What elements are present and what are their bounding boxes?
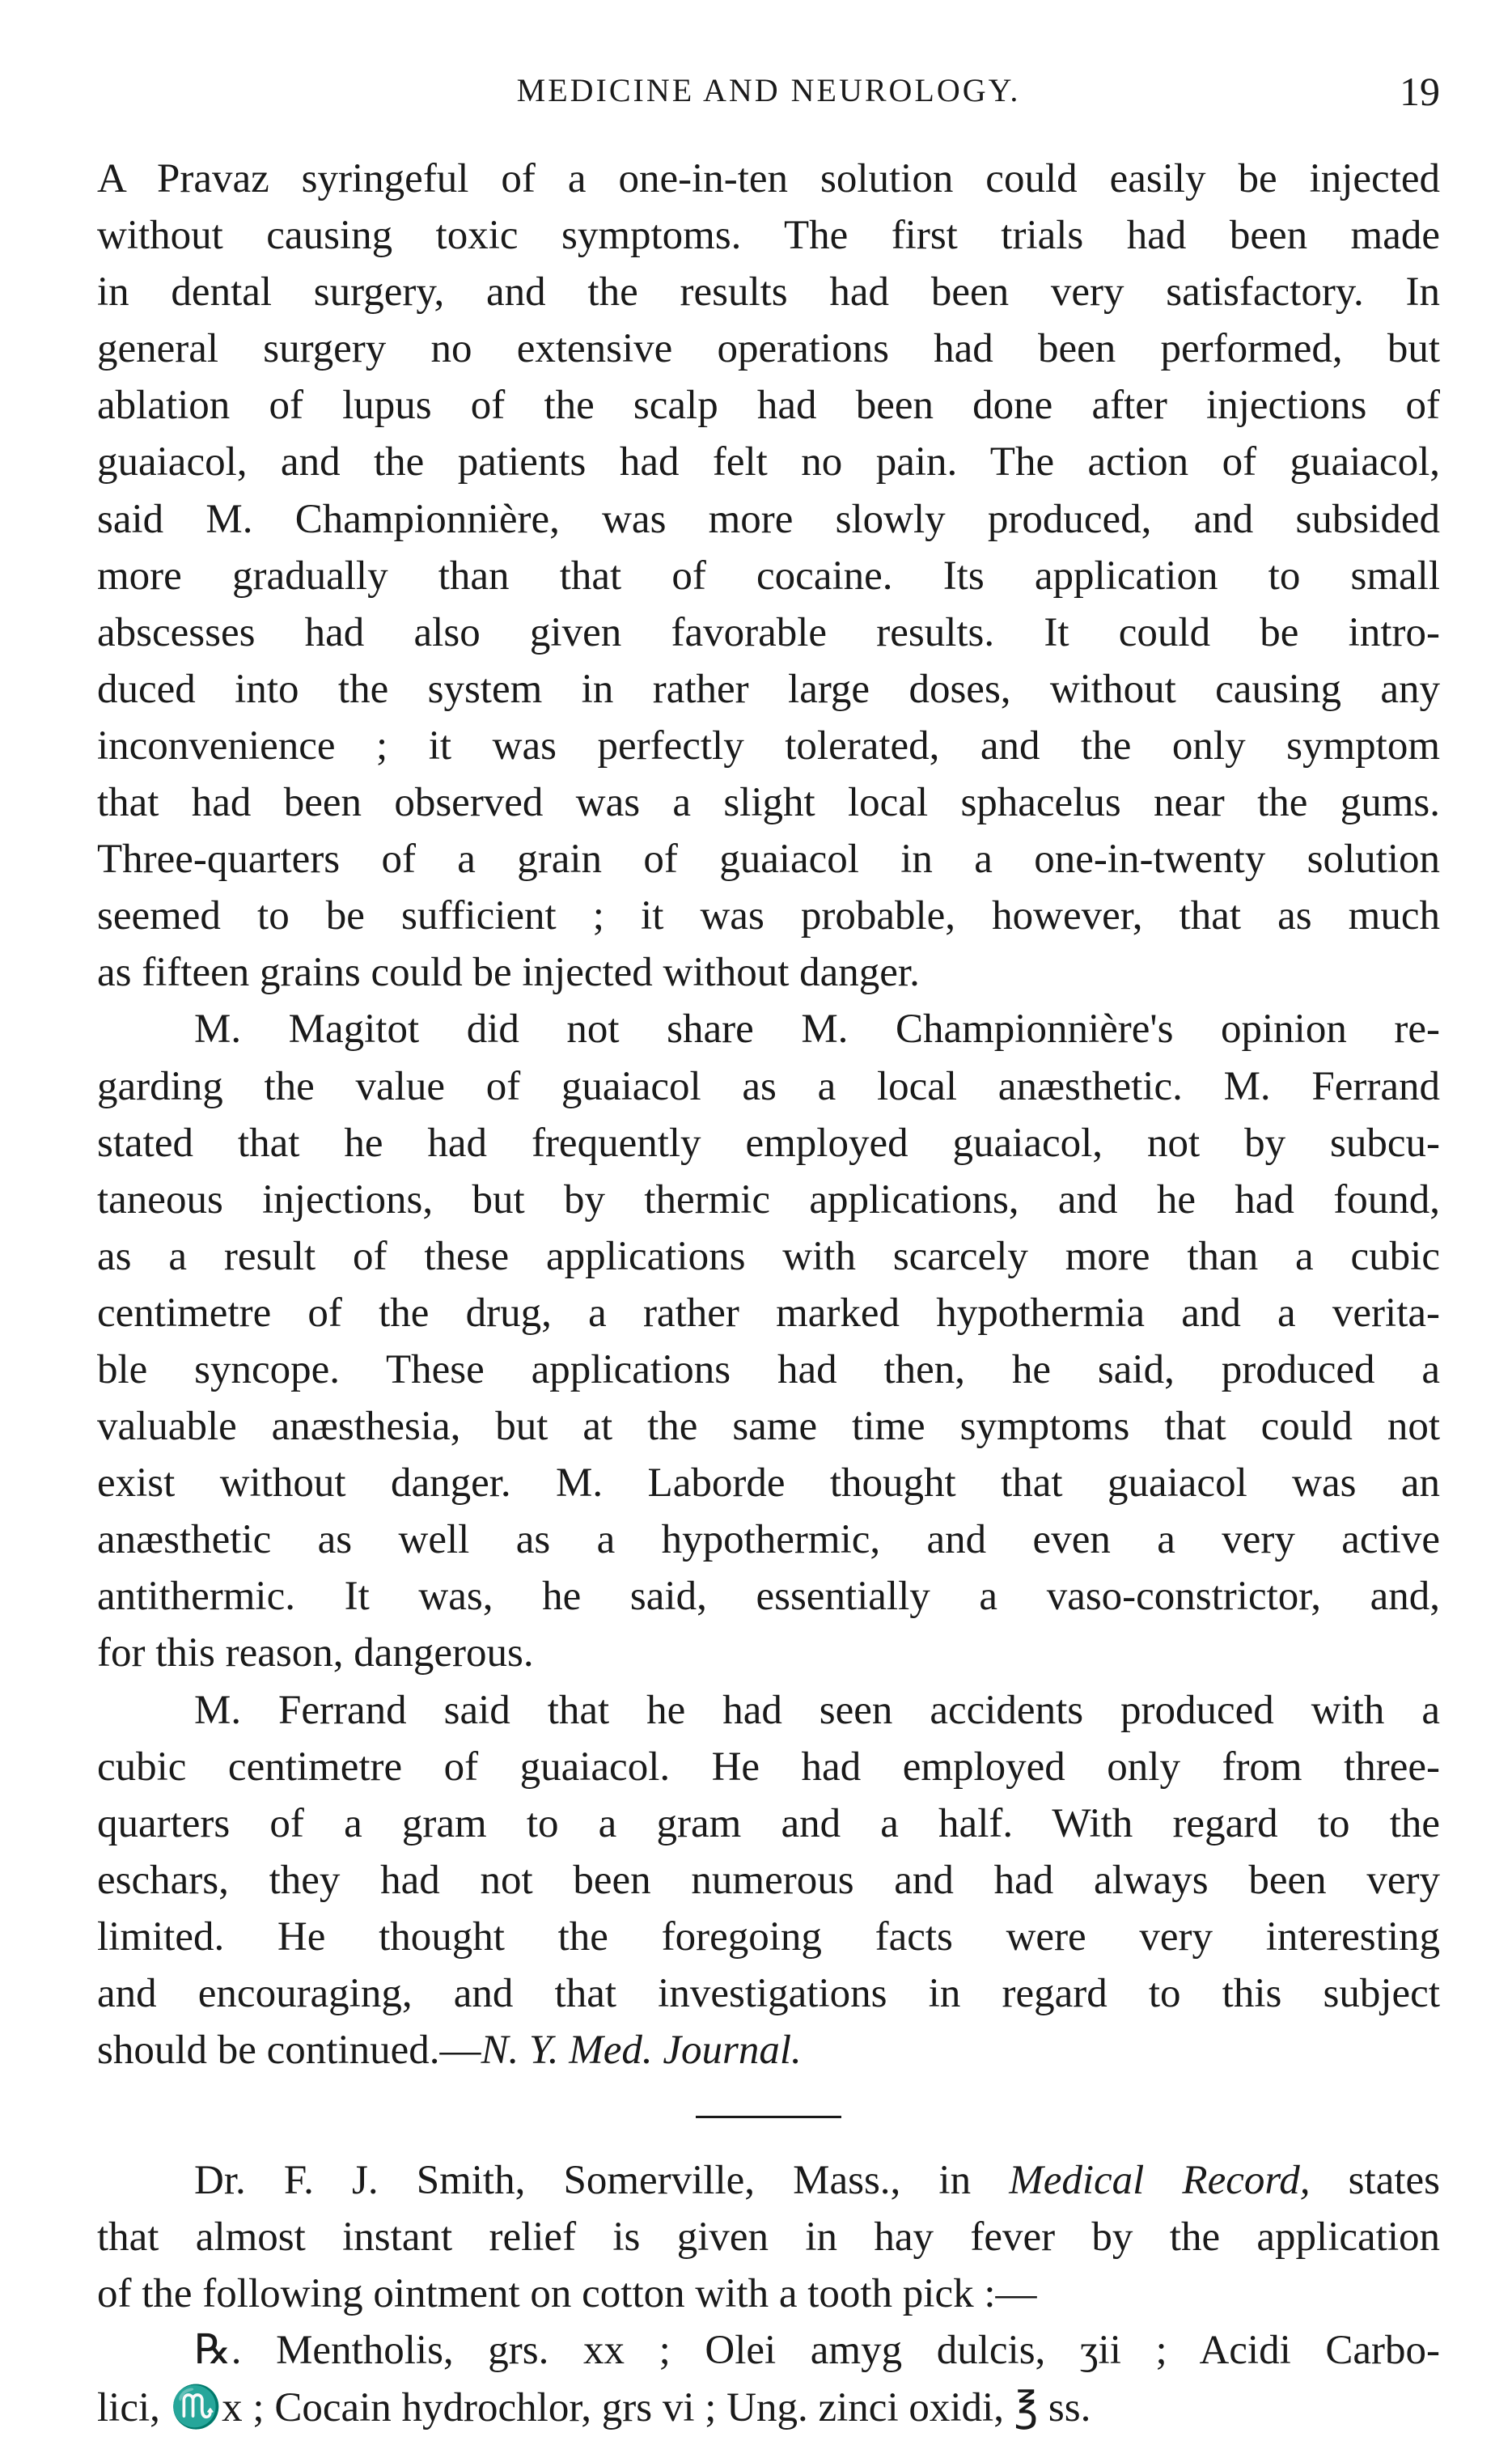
paragraph-hay-fever xyxy=(97,2152,1440,2322)
prescription-line: ℞. Mentholis, grs. xx ; Olei amyg dulcis, ʒii ; Acidi Carbo- xyxy=(194,2328,1440,2374)
text-line: and encouraging, and that investigations in regard to this subject xyxy=(97,1971,1440,2016)
text-line xyxy=(97,2022,1440,2079)
text-line: duced into the system in rather large doses, without causing any xyxy=(97,666,1440,712)
paragraph-guaiacol-injection xyxy=(97,150,1440,1001)
text-line: taneous injections, but by thermic applications, and he had found, xyxy=(97,1176,1440,1223)
text-line: inconvenience ; it was perfectly tolerated, and the only symptom xyxy=(97,723,1440,769)
text-line: garding the value of guaiacol as a local anæsthetic. M. Ferrand xyxy=(97,1063,1440,1109)
running-head xyxy=(97,68,1440,117)
text-line: valuable anæsthesia, but at the same time symptoms that could not xyxy=(97,1404,1440,1450)
text-line: as fifteen grains could be injected without danger. xyxy=(97,950,920,996)
text-line: cubic centimetre of guaiacol. He had employed only from three- xyxy=(97,1744,1440,1790)
body-text xyxy=(97,150,1440,2436)
prescription xyxy=(97,2322,1440,2435)
text-line: ablation of lupus of the scalp had been done after injections of xyxy=(97,383,1440,429)
text-line: anæsthetic as well as a hypothermic, and even a very active xyxy=(97,1517,1440,1563)
paragraph-magitot-ferrand xyxy=(97,1001,1440,1681)
text-line: quarters of a gram to a gram and a half. With regard to the xyxy=(97,1800,1440,1846)
closing-text: should be continued.— xyxy=(97,2028,481,2074)
line-suffix: states xyxy=(1310,2158,1440,2204)
source-citation: N. Y. Med. Journal. xyxy=(481,2028,802,2074)
text-line: seemed to be sufficient ; it was probable, however, that as much xyxy=(97,893,1440,939)
journal-name: Medical Record, xyxy=(1009,2158,1311,2204)
text-line: guaiacol, and the patients had felt no pain. The action of guaiacol, xyxy=(97,439,1440,485)
text-line: said M. Championnière, was more slowly produced, and subsided xyxy=(97,496,1440,542)
text-line: ble syncope. These applications had then, he said, produced a xyxy=(97,1346,1440,1392)
prescription-line: lici, ♏x ; Cocain hydrochlor, grs vi ; Ung. zinci oxidi, ℥ ss. xyxy=(97,2384,1091,2430)
running-title: MEDICINE AND NEUROLOGY. xyxy=(516,72,1021,108)
text-line: Three-quarters of a grain of guaiacol in a one-in-twenty solution xyxy=(97,837,1440,883)
text-line: exist without danger. M. Laborde thought that guaiacol was an xyxy=(97,1460,1440,1507)
text-line xyxy=(97,2152,1440,2209)
text-line: without causing toxic symptoms. The first trials had been made xyxy=(97,213,1440,259)
text-line: eschars, they had not been numerous and had always been very xyxy=(97,1857,1440,1903)
text-line: antithermic. It was, he said, essentially a vaso-constrictor, and, xyxy=(97,1574,1440,1620)
text-line: general surgery no extensive operations had been performed, but xyxy=(97,326,1440,372)
text-line: that had been observed was a slight local sphacelus near the gums. xyxy=(97,780,1440,826)
text-line: M. Magitot did not share M. Championnière's opinion re- xyxy=(194,1007,1440,1053)
text-line: M. Ferrand said that he had seen accidents produced with a xyxy=(194,1687,1440,1733)
text-line: centimetre of the drug, a rather marked hypothermia and a verita- xyxy=(97,1290,1440,1336)
paragraph-ferrand-accidents xyxy=(97,1682,1440,2079)
text-line: limited. He thought the foregoing facts were very interesting xyxy=(97,1913,1440,1960)
text-line: of the following ointment on cotton with a tooth pick :— xyxy=(97,2271,1037,2317)
text-line: in dental surgery, and the results had been very satisfactory. In xyxy=(97,269,1440,316)
text-line: A Pravaz syringeful of a one-in-ten solution could easily be injected xyxy=(97,156,1440,201)
section-divider xyxy=(696,2116,841,2118)
text-line: more gradually than that of cocaine. Its application to small xyxy=(97,553,1440,599)
text-line: that almost instant relief is given in hay fever by the application xyxy=(97,2214,1440,2261)
text-line: abscesses had also given favorable results. It could be intro- xyxy=(97,609,1440,655)
text-line: stated that he had frequently employed guaiacol, not by subcu- xyxy=(97,1120,1440,1166)
page-number: 19 xyxy=(1400,69,1440,114)
text-line: as a result of these applications with scarcely more than a cubic xyxy=(97,1233,1440,1279)
text-line: for this reason, dangerous. xyxy=(97,1630,534,1676)
line-prefix: Dr. F. J. Smith, Somerville, Mass., in xyxy=(194,2158,1010,2204)
